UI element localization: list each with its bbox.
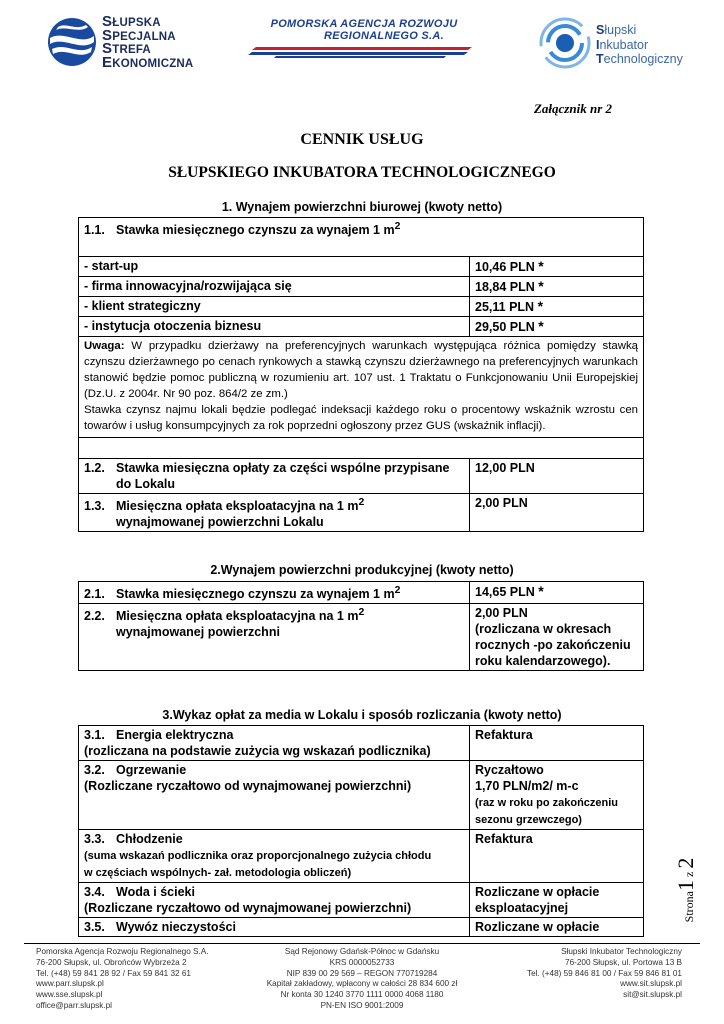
footer-left: Pomorska Agencja Rozwoju Regionalnego S.A. 76-200 Słupsk, ul. Obrońców Wybrzeża 2 Tel. (+48) 59 841 28 92 / Fax 59 841 32 61 www.parr.slupsk.pl www.sse.slupsk.pl office@parr.slupsk.pl bbox=[36, 947, 209, 1010]
empty-spacer-cell bbox=[79, 438, 644, 459]
table-row bbox=[79, 317, 644, 337]
row-3-5-label: 3.5. Wywóz nieczystości bbox=[79, 918, 470, 937]
footer-email-sit[interactable]: sit@sit.slupsk.pl bbox=[623, 990, 682, 1000]
table-row bbox=[79, 494, 644, 532]
footer-link-sse[interactable]: www.sse.slupsk.pl bbox=[36, 990, 103, 1000]
ssse-logo-emblem-icon bbox=[46, 16, 98, 68]
table-row bbox=[79, 726, 644, 761]
row-3-3-value: Refaktura bbox=[470, 830, 644, 883]
row-3-5-value: Rozliczane w opłacie bbox=[470, 918, 644, 937]
section3-heading: 3.Wykaz opłat za media w Lokalu i sposób rozliczania (kwoty netto) bbox=[162, 708, 562, 722]
table-row bbox=[79, 257, 644, 277]
row-2-1-label: 2.1. Stawka miesięcznego czynszu za wynajem 1 $m^2$ bbox=[79, 582, 470, 604]
footer-email-parr[interactable]: office@parr.slupsk.pl bbox=[36, 1000, 112, 1010]
row-1-3-label: 1.3. Miesięczna opłata eksploatacyjna na 1 $m^2$ wynajmowanej powierzchni Lokalu bbox=[79, 494, 470, 532]
table-row bbox=[79, 830, 644, 883]
parr-logo bbox=[246, 18, 482, 58]
price-label: - instytucja otoczenia biznesu bbox=[79, 317, 470, 337]
row-3-4-value: Rozliczane w opłacie eksploatacyjnej bbox=[470, 883, 644, 918]
section2-heading: 2.Wynajem powierzchni produkcyjnej (kwoty netto) bbox=[210, 563, 514, 577]
table-row bbox=[79, 218, 644, 257]
row-3-2-value: Ryczałtowo 1,70 PLN/m2/ m-c (raz w roku po zakończeniu sezonu grzewczego) bbox=[470, 761, 644, 830]
row-3-2-label: 3.2. Ogrzewanie (Rozliczane ryczałtowo od wynajmowanej powierzchni) bbox=[79, 761, 470, 830]
section1-heading: 1. Wynajem powierzchni biurowej (kwoty netto) bbox=[221, 200, 503, 214]
price-label: - firma innowacyjna/rozwijająca się bbox=[79, 277, 470, 297]
row-3-1-label: 3.1. Energia elektryczna (rozliczana na podstawie zużycia wg wskazań podlicznika) bbox=[79, 726, 470, 761]
table-row bbox=[79, 604, 644, 671]
table-row bbox=[79, 438, 644, 459]
row-3-1-value: Refaktura bbox=[470, 726, 644, 761]
footer-divider bbox=[24, 943, 700, 944]
sit-logo-emblem-icon bbox=[538, 16, 592, 70]
section1-table bbox=[78, 217, 644, 532]
table-row bbox=[79, 883, 644, 918]
table-row bbox=[79, 582, 644, 604]
row-3-3-label: 3.3. Chłodzenie (suma wskazań podlicznika oraz proporcjonalnego zużycia chłodu w częściach wspólnych- zał. metodologia obliczeń) bbox=[79, 830, 470, 883]
footer-right: Słupski Inkubator Technologiczny 76-200 Słupsk, ul. Portowa 13 B Tel. (+48) 59 846 81 00 / Fax 59 846 81 01 www.sit.slupsk.pl sit@sit.slupsk.pl bbox=[527, 947, 682, 1000]
row-2-2-label: 2.2. Miesięczna opłata eksploatacyjna na 1 $m^2$ wynajmowanej powierzchni bbox=[79, 604, 470, 671]
parr-logo-line2: REGIONALNEGO S.A. bbox=[324, 30, 444, 42]
rate-header-cell: 1.1. Stawka miesięcznego czynszu za wynajem 1 $m^2$ bbox=[79, 218, 644, 257]
table-row bbox=[79, 761, 644, 830]
row-2-2-value: 2,00 PLN (rozliczana w okresach rocznych -po zakończeniu roku kalendarzowego). bbox=[470, 604, 644, 671]
row-2-1-value: 14,65 PLN * bbox=[470, 582, 644, 604]
table-row bbox=[79, 459, 644, 494]
table-row bbox=[79, 337, 644, 438]
document-title: CENNIK USŁUG bbox=[300, 131, 424, 148]
ssse-logo-text: SŁUPSKA SPECJALNA STREFA EKONOMICZNA bbox=[102, 13, 194, 71]
sit-logo bbox=[538, 16, 698, 72]
parr-logo-stripes-icon bbox=[246, 45, 482, 59]
table-row bbox=[79, 918, 644, 937]
ssse-logo bbox=[46, 14, 196, 70]
footer-link-parr[interactable]: www.parr.slupsk.pl bbox=[36, 979, 104, 989]
price-value: 18,84 PLN * bbox=[470, 277, 644, 297]
price-value: 25,11 PLN * bbox=[470, 297, 644, 317]
sit-logo-text: Słupski Inkubator Technologiczny bbox=[596, 23, 683, 66]
row-1-2-value: 12,00 PLN bbox=[470, 459, 644, 494]
footer-middle: Sąd Rejonowy Gdańsk-Północ w Gdańsku KRS 0000052733 NIP 839 00 29 569 – REGON 770719284 Kapitał zakładowy, wpłacony w całości 28 834 600 zł Nr konta 30 1240 3770 1111 0000 4068 1180 PN-EN ISO 9001:2009 bbox=[266, 947, 458, 1010]
row-1-2-label: 1.2. Stawka miesięczna opłaty za części wspólne przypisane do Lokalu bbox=[79, 459, 470, 494]
section2-table bbox=[78, 581, 644, 671]
price-label: - klient strategiczny bbox=[79, 297, 470, 317]
note-cell: Uwaga: W przypadku dzierżawy na preferencyjnych warunkach występująca różnica pomiędzy stawką czynszu dzierżawnego po cenach rynkowych a stawką czynszu dzierżawnego na preferencyjnych warunkach stanowić będzie pomoc publiczną w rozumieniu art. 107 ust. 1 Traktatu o Funkcjonowaniu Unii Europejskiej (Dz.U. z 2004r. Nr 90 poz. 864/2 ze zm.) Stawka czynsz najmu lokali będzie podlegać indeksacji każdego roku o procentowy wskaźnik wzrostu cen towarów i usług konsumpcyjnych za rok poprzedni ogłoszony przez GUS (wskaźnik inflacji). bbox=[79, 337, 644, 438]
parr-logo-line1: POMORSKA AGENCJA ROZWOJU bbox=[270, 18, 458, 30]
row-1-3-value: 2,00 PLN bbox=[470, 494, 644, 532]
footer-link-sit[interactable]: www.sit.slupsk.pl bbox=[620, 979, 682, 989]
row-3-4-label: 3.4. Woda i ścieki (Rozliczane ryczałtowo od wynajmowanej powierzchni) bbox=[79, 883, 470, 918]
table-row bbox=[79, 297, 644, 317]
section3-table bbox=[78, 725, 644, 937]
annex-label: Załącznik nr 2 bbox=[533, 101, 612, 116]
document-subtitle: SŁUPSKIEGO INKUBATORA TECHNOLOGICZNEGO bbox=[168, 164, 556, 181]
price-value: 10,46 PLN * bbox=[470, 257, 644, 277]
price-label: - start-up bbox=[79, 257, 470, 277]
price-value: 29,50 PLN * bbox=[470, 317, 644, 337]
table-row bbox=[79, 277, 644, 297]
page-number: Strona1 z 2 bbox=[673, 857, 698, 923]
